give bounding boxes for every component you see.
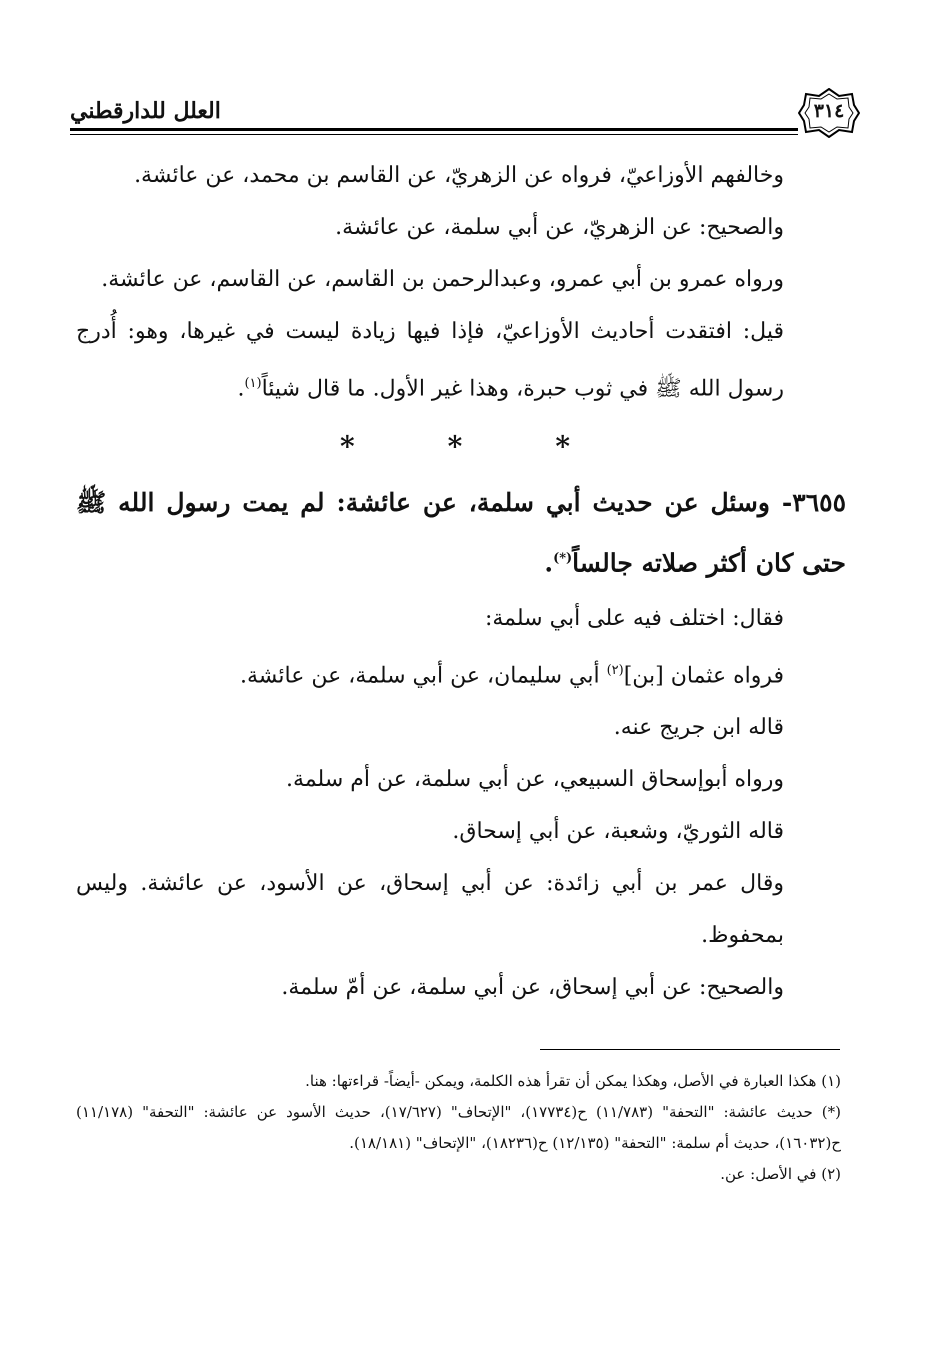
paragraph-text: فرواه عثمان [بن] [623,663,784,689]
section-heading [76,475,846,591]
paragraph [76,645,846,702]
page-number-badge [798,88,860,138]
paragraph: قاله الثوريّ، وشعبة، عن أبي إسحاق. [452,819,784,845]
page-header [70,88,860,138]
paragraph: ورواه عمرو بن أبي عمرو، وعبدالرحمن بن القاسم، عن القاسم، عن عائشة. [101,267,784,292]
paragraph-text: أبي سليمان، عن أبي سلمة، عن عائشة. [239,663,607,689]
separator-star: * [555,430,570,463]
paragraph: والصحيح: عن أبي إسحاق، عن أبي سلمة، عن أمّ سلمة. [281,975,784,1001]
section-separator [340,430,570,463]
section-body [76,593,846,1014]
footnote: (١) هكذا العبارة في الأصل، وهكذا يمكن أن تقرأ هذه الكلمة، ويمكن -أيضاً- قراءتها: هنا. [305,1072,841,1090]
paragraph: فقال: اختلف فيه على أبي سلمة: [484,606,784,631]
paragraph: وخالفهم الأوزاعيّ، فرواه عن الزهريّ، عن القاسم بن محمد، عن عائشة. [134,163,784,188]
footnote-ref[interactable]: (*) [553,551,573,566]
paragraph: والصحيح: عن الزهريّ، عن أبي سلمة، عن عائشة. [335,215,784,240]
paragraph: ورواه أبوإسحاق السبيعي، عن أبي سلمة، عن أم سلمة. [286,767,784,793]
paragraph [76,306,846,415]
footnote: (٢) في الأصل: عن. [720,1165,841,1183]
running-title: العلل للدارقطني [70,98,221,124]
footnote: (*) حديث عائشة: "التحفة" (١١/٧٨٣) ح(١٧٧٣٤)، "الإتحاف" (١٧/٦٢٧)، حديث الأسود عن عائشة: "التحفة" (١١/١٧٨) ح(١٦٠٣٢)، حديث أم سلمة: "التحفة" (١٢/١٣٥) ح(١٨٢٣٦)، "الإتحاف" (١٨/١٨١). [76,1103,842,1152]
header-rule-thin [70,134,798,135]
paragraph-text: قيل: افتقدت أحاديث الأوزاعيّ، فإذا فيها زيادة ليست في غيرها، وهو: أُدرج رسول الله ﷺ في ثوب حبرة، وهذا غير الأول. ما قال شيئاً [76,319,784,402]
footnote-ref[interactable]: (١) [244,376,262,391]
separator-star: * [447,430,463,463]
separator-star: * [340,430,355,463]
punctuation: . [544,548,554,578]
paragraph: قاله ابن جريج عنه. [613,715,784,741]
footnote-ref[interactable]: (٢) [606,663,624,678]
header-rule [70,128,798,131]
paragraph: وقال عمر بن أبي زائدة: عن أبي إسحاق، عن الأسود، عن عائشة. وليس بمحفوظ. [76,871,784,949]
page-number: ٣١٤ [813,100,845,122]
footnotes [76,1066,841,1190]
footnote-rule [540,1049,840,1050]
punctuation: . [237,376,245,402]
heading-text: ٣٦٥٥- وسئل عن حديث أبي سلمة، عن عائشة: لم يمت رسول الله ﷺ حتى كان أكثر صلاته جالساً [76,488,846,578]
body-text [76,150,846,415]
